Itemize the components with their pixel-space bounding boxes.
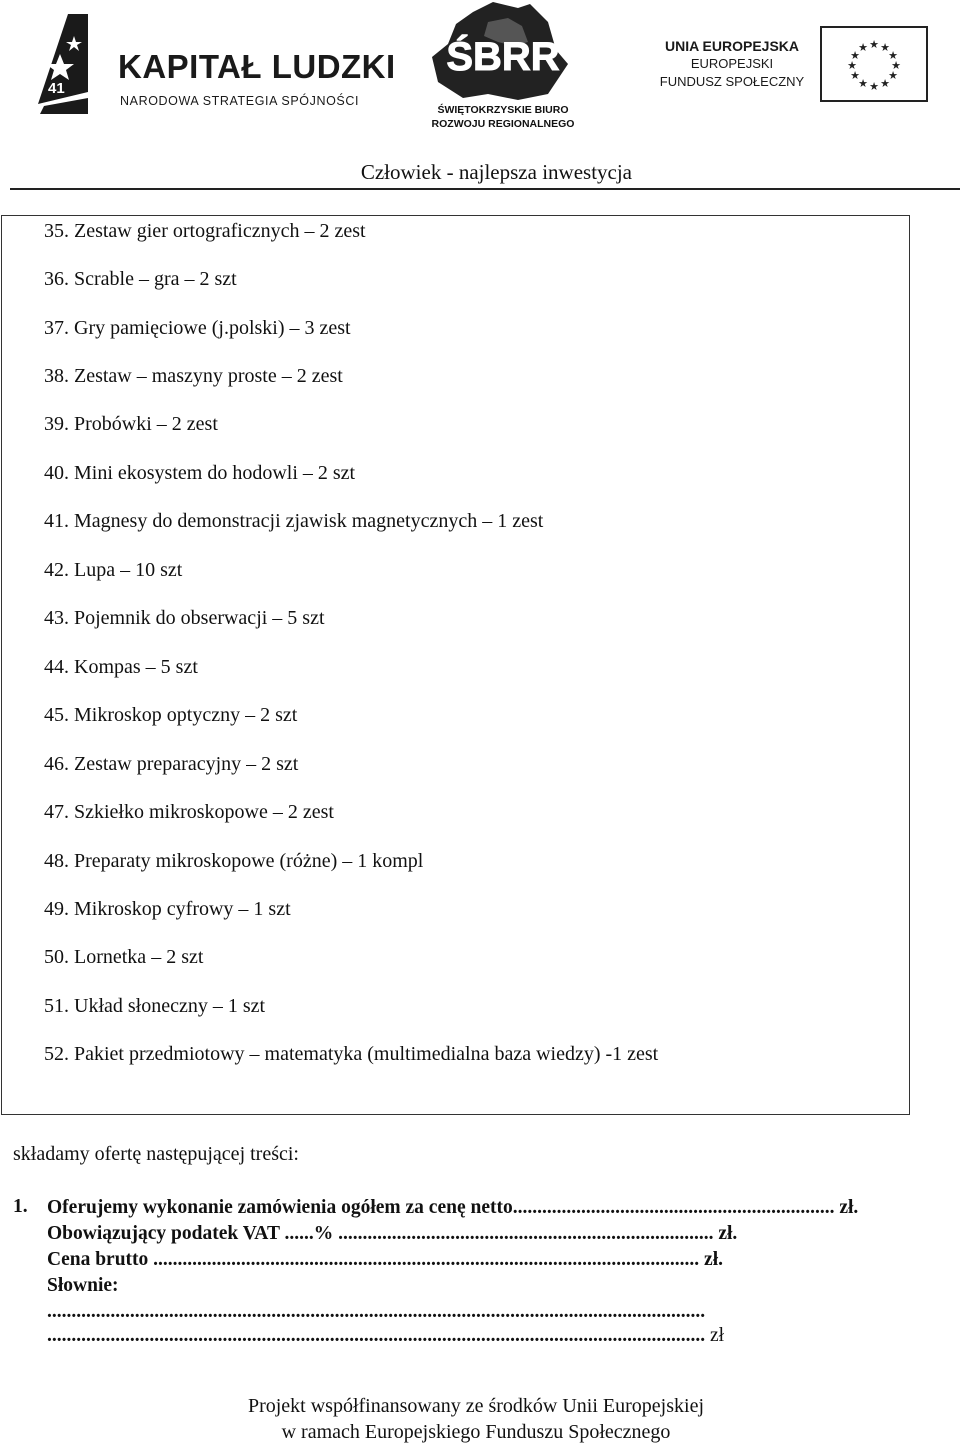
offer-net-price: Oferujemy wykonanie zamówienia ogółem za cenę netto.................................................................. zł. xyxy=(47,1197,859,1218)
offer-in-words-line-1: ....................................................................................................................................... xyxy=(47,1301,706,1322)
offer-number: 1. xyxy=(13,1196,28,1217)
header-slogan: Człowiek - najlepsza inwestycja xyxy=(360,160,632,184)
svg-text:★: ★ xyxy=(850,49,860,62)
list-item-42: 42. Lupa – 10 szt xyxy=(44,559,183,581)
list-item-45: 45. Mikroskop optyczny – 2 szt xyxy=(44,704,298,726)
sbrr-line-1: ŚWIĘTOKRZYSKIE BIURO xyxy=(437,104,569,116)
offer-in-words-label: Słownie: xyxy=(47,1275,119,1296)
logo-kapital-ludzki xyxy=(30,14,396,114)
list-item-36: 36. Scrable – gra – 2 szt xyxy=(44,268,237,290)
svg-text:★: ★ xyxy=(847,59,857,72)
eu-line-2: EUROPEJSKI xyxy=(690,56,774,71)
logo-eu xyxy=(652,22,937,107)
svg-text:★: ★ xyxy=(888,49,898,62)
svg-text:★: ★ xyxy=(891,59,901,72)
eu-line-1: UNIA EUROPEJSKA xyxy=(664,38,800,54)
list-item-43: 43. Pojemnik do obserwacji – 5 szt xyxy=(44,607,325,629)
offer-in-words-line-2 xyxy=(47,1324,724,1348)
list-item-37: 37. Gry pamięciowe (j.polski) – 3 zest xyxy=(44,317,351,339)
svg-text:★: ★ xyxy=(869,38,879,51)
svg-text:★: ★ xyxy=(869,80,879,93)
header-divider xyxy=(10,188,960,190)
list-item-40: 40. Mini ekosystem do hodowli – 2 szt xyxy=(44,462,356,484)
footer-line-1: Projekt współfinansowany ze środków Unii Europejskiej xyxy=(247,1395,705,1417)
list-item-41: 41. Magnesy do demonstracji zjawisk magnetycznych – 1 zest xyxy=(44,510,544,532)
offer-intro: składamy ofertę następującej treści: xyxy=(13,1143,299,1165)
kapital-ludzki-title: KAPITAŁ LUDZKI xyxy=(118,48,396,85)
svg-text:★: ★ xyxy=(858,41,868,54)
list-item-48: 48. Preparaty mikroskopowe (różne) – 1 kompl xyxy=(44,850,424,872)
sbrr-map-emblem-icon xyxy=(418,2,588,102)
svg-text:★: ★ xyxy=(850,69,860,82)
list-item-46: 46. Zestaw preparacyjny – 2 szt xyxy=(44,753,299,775)
eu-stars-icon xyxy=(822,28,926,100)
eu-flag xyxy=(820,26,928,102)
offer-in-words-unit: zł xyxy=(705,1325,725,1346)
kapital-ludzki-number: 41 xyxy=(48,80,65,97)
list-item-44: 44. Kompas – 5 szt xyxy=(44,656,198,678)
kapital-ludzki-emblem-icon xyxy=(30,14,120,114)
sbrr-line-2: ROZWOJU REGIONALNEGO xyxy=(431,118,575,130)
list-item-49: 49. Mikroskop cyfrowy – 1 szt xyxy=(44,898,291,920)
svg-text:★: ★ xyxy=(880,77,890,90)
list-item-52: 52. Pakiet przedmiotowy – matematyka (multimedialna baza wiedzy) -1 zest xyxy=(44,1043,659,1065)
sbrr-mark: ŚBRR xyxy=(446,35,560,79)
eu-line-3: FUNDUSZ SPOŁECZNY xyxy=(659,74,805,89)
list-item-51: 51. Układ słoneczny – 1 szt xyxy=(44,995,266,1017)
list-item-39: 39. Probówki – 2 zest xyxy=(44,413,218,435)
svg-text:★: ★ xyxy=(888,69,898,82)
svg-text:★: ★ xyxy=(858,77,868,90)
footer-line-2: w ramach Europejskiego Funduszu Społecznego xyxy=(281,1421,671,1443)
kapital-ludzki-subtitle: NARODOWA STRATEGIA SPÓJNOŚCI xyxy=(120,94,360,108)
list-item-47: 47. Szkiełko mikroskopowe – 2 zest xyxy=(44,801,334,823)
svg-text:★: ★ xyxy=(880,41,890,54)
list-item-38: 38. Zestaw – maszyny proste – 2 zest xyxy=(44,365,343,387)
offer-vat: Obowiązujący podatek VAT ......% ............................................................................. zł. xyxy=(47,1223,738,1244)
list-item-50: 50. Lornetka – 2 szt xyxy=(44,946,204,968)
list-item-35: 35. Zestaw gier ortograficznych – 2 zest xyxy=(44,220,366,242)
offer-gross-price: Cena brutto ................................................................................................................ zł. xyxy=(47,1249,723,1270)
logo-sbrr xyxy=(418,2,588,128)
offer-in-words-dots: ....................................................................................................................................... xyxy=(47,1325,706,1346)
